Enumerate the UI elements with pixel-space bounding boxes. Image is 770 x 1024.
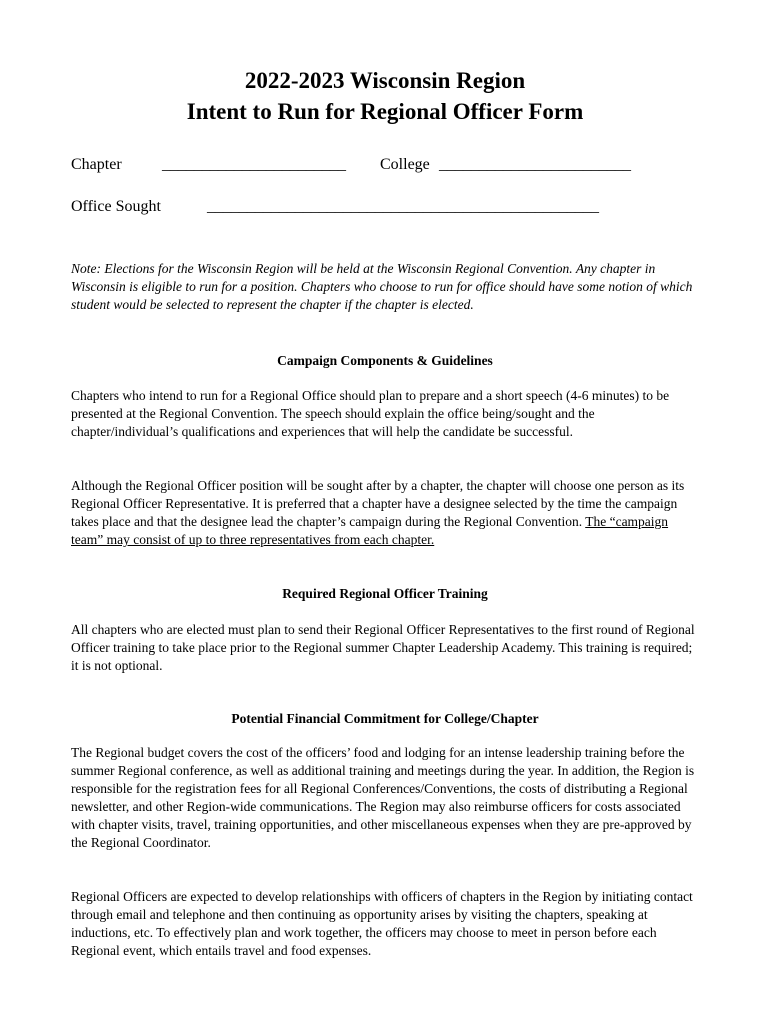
campaign-heading: Campaign Components & Guidelines [277, 353, 493, 368]
chapter-field-label: Chapter [71, 156, 122, 173]
financial-paragraph-1: The Regional budget covers the cost of the officers’ food and lodging for an intense leadership training before the summer Regional conference, as well as additional training and meetings during the year. In addition, the Region is responsible for the registration fees for all Regional Conferences/Conventions, the costs of distributing a Regional newsletter, and other Region-wide communications. The Region may also reimburse officers for costs associated with chapter visits, travel, training opportunities, and other miscellaneous expenses when they are pre-approved by the Regional Coordinator. [71, 745, 695, 850]
elections-note: Note: Elections for the Wisconsin Region will be held at the Wisconsin Regional Convention. Any chapter in Wisconsin is eligible to run for a position. Chapters who choose to run for office should have some notion of which student would be selected to represent the chapter if the chapter is elected. [71, 261, 693, 312]
campaign-team-underlined-text: The “campaign team” may consist of up to three representatives from each chapter. [71, 514, 669, 547]
college-field-label: College [380, 156, 430, 173]
college-input-blank[interactable]: ________________________ [439, 156, 631, 173]
training-heading: Required Regional Officer Training [282, 586, 488, 601]
training-paragraph: All chapters who are elected must plan to send their Regional Officer Representatives to the first round of Regional Officer training to take place prior to the Regional summer Chapter Leadership Academy. This training is required; it is not optional. [71, 622, 695, 673]
office-sought-label: Office Sought [71, 198, 161, 215]
form-title-line-1: 2022-2023 Wisconsin Region [244, 68, 526, 93]
chapter-input-blank[interactable]: _______________________ [162, 156, 346, 173]
campaign-paragraph-1: Chapters who intend to run for a Regional Office should plan to prepare and a short speech (4-6 minutes) to be presented at the Regional Convention. The speech should explain the office being/sought and the chapter/individual’s qualifications and experiences that will help the candidate be successful. [71, 388, 670, 439]
financial-heading: Potential Financial Commitment for College/Chapter [231, 711, 539, 726]
campaign-paragraph-2 [71, 477, 701, 549]
campaign-paragraph-2-text: Although the Regional Officer position will be sought after by a chapter, the chapter will choose one person as its Regional Officer Representative. It is preferred that a chapter have a designee selected by the time the campaign takes place and that the designee lead the chapter’s campaign during the Regional Convention. [71, 478, 685, 529]
office-sought-input-blank[interactable]: _________________________________________________ [207, 198, 599, 215]
form-title-line-2: Intent to Run for Regional Officer Form [186, 99, 584, 124]
financial-paragraph-2: Regional Officers are expected to develop relationships with officers of chapters in the Region by initiating contact through email and telephone and then continuing as opportunity arises by visiting the chapters, speaking at inductions, etc. To effectively plan and work together, the officers may choose to meet in person before each Regional event, which entails travel and food expenses. [71, 889, 693, 958]
